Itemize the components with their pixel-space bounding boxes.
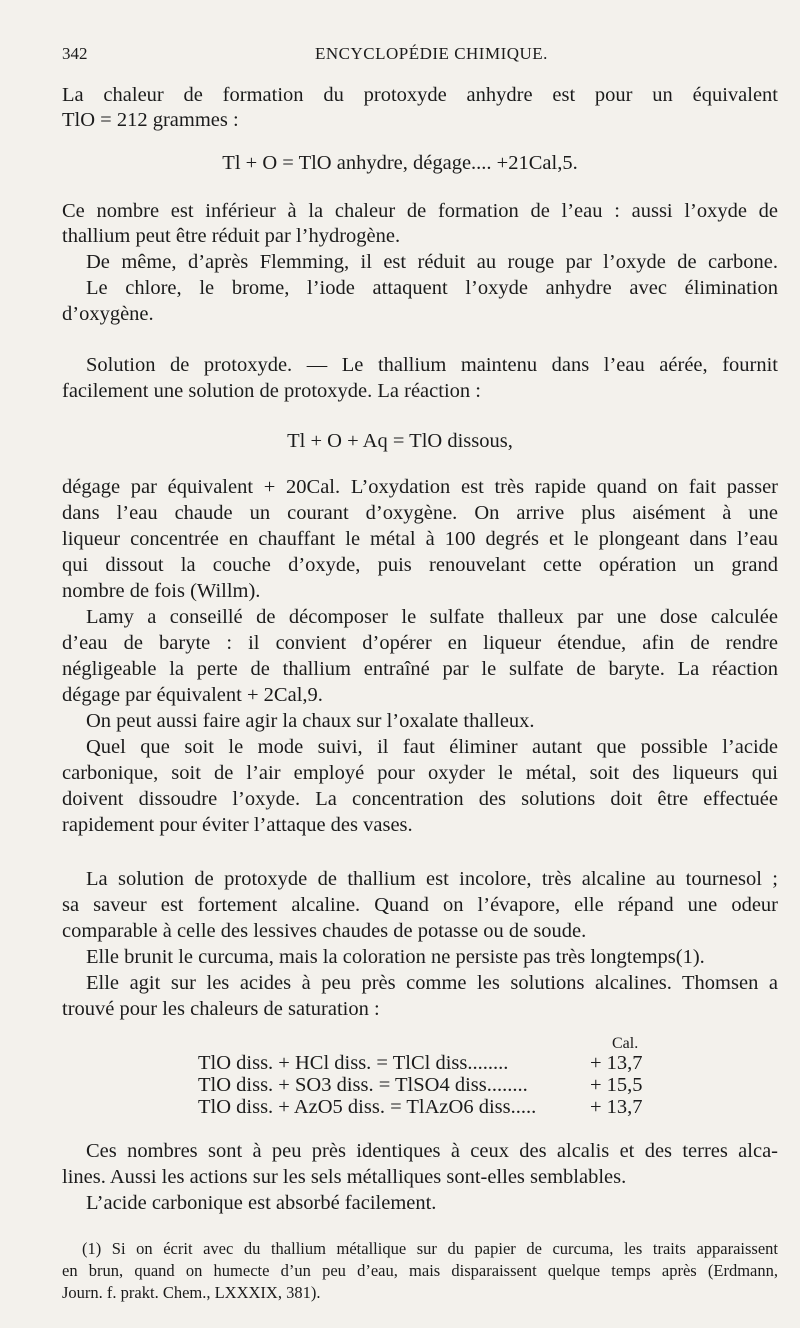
text-line: dégage par équivalent + 20Cal. L’oxydation est très rapide quand on fait passer bbox=[62, 476, 778, 498]
page-header bbox=[62, 44, 768, 70]
table-unit: Cal. bbox=[612, 1035, 639, 1052]
text-line: Elle agit sur les acides à peu près comme les solutions alcalines. Thomsen a bbox=[86, 972, 778, 994]
text-line: La chaleur de formation du protoxyde anhydre est pour un équivalent bbox=[62, 84, 778, 106]
running-title: ENCYCLOPÉDIE CHIMIQUE. bbox=[315, 44, 548, 63]
text-line: d’oxygène. bbox=[62, 303, 154, 325]
text-line: d’eau de baryte : il convient d’opérer en liqueur étendue, afin de rendre bbox=[62, 632, 778, 654]
footnote-line: Journ. f. prakt. Chem., LXXXIX, 381). bbox=[62, 1283, 321, 1302]
equation: Tl + O = TlO anhydre, dégage.... +21Cal,5. bbox=[222, 152, 578, 174]
table-reaction: TlO diss. + HCl diss. = TlCl diss........ bbox=[198, 1052, 509, 1074]
text-line: Ces nombres sont à peu près identiques à ceux des alcalis et des terres alca- bbox=[86, 1140, 778, 1162]
text-line: sa saveur est fortement alcaline. Quand on l’évapore, elle répand une odeur bbox=[62, 894, 778, 916]
table-reaction: TlO diss. + SO3 diss. = TlSO4 diss........ bbox=[198, 1074, 528, 1096]
text-line: qui dissout la couche d’oxyde, puis renouvelant cette opération un grand bbox=[62, 554, 778, 576]
text-line: Quel que soit le mode suivi, il faut éliminer autant que possible l’acide bbox=[86, 736, 778, 758]
text-line: doivent dissoudre l’oxyde. La concentration des solutions doit être effectuée bbox=[62, 788, 778, 810]
text-line: On peut aussi faire agir la chaux sur l’oxalate thalleux. bbox=[86, 710, 535, 732]
text-line: trouvé pour les chaleurs de saturation : bbox=[62, 998, 380, 1020]
page-number: 342 bbox=[62, 44, 88, 63]
table-value: + 15,5 bbox=[590, 1074, 643, 1096]
section-heading-line: Solution de protoxyde. — Le thallium maintenu dans l’eau aérée, fournit bbox=[86, 354, 778, 376]
text-line: Lamy a conseillé de décomposer le sulfate thalleux par une dose calculée bbox=[86, 606, 778, 628]
text-line: rapidement pour éviter l’attaque des vases. bbox=[62, 814, 413, 836]
text-line: L’acide carbonique est absorbé facilement. bbox=[86, 1192, 437, 1214]
text-line: TlO = 212 grammes : bbox=[62, 109, 239, 131]
table-reaction: TlO diss. + AzO5 diss. = TlAzO6 diss..... bbox=[198, 1096, 537, 1118]
text-line: liqueur concentrée en chauffant le métal à 100 degrés et le plongeant dans l’eau bbox=[62, 528, 778, 550]
text-line: Elle brunit le curcuma, mais la coloration ne persiste pas très longtemps(1). bbox=[86, 946, 705, 968]
text-line: nombre de fois (Willm). bbox=[62, 580, 261, 602]
text-line: Le chlore, le brome, l’iode attaquent l’oxyde anhydre avec élimination bbox=[86, 277, 778, 299]
footnote-line: (1) Si on écrit avec du thallium métallique sur du papier de curcuma, les traits apparaissent bbox=[82, 1239, 778, 1258]
text-line: Ce nombre est inférieur à la chaleur de formation de l’eau : aussi l’oxyde de bbox=[62, 200, 778, 222]
text-line: carbonique, soit de l’air employé pour oxyder le métal, soit des liqueurs qui bbox=[62, 762, 778, 784]
table-value: + 13,7 bbox=[590, 1096, 643, 1118]
table-value: + 13,7 bbox=[590, 1052, 643, 1074]
text-line: dans l’eau chaude un courant d’oxygène. On arrive plus aisément à une bbox=[62, 502, 778, 524]
text-line: La solution de protoxyde de thallium est incolore, très alcaline au tournesol ; bbox=[86, 868, 778, 890]
equation: Tl + O + Aq = TlO dissous, bbox=[287, 430, 513, 452]
text-line: négligeable la perte de thallium entraîné par le sulfate de baryte. La réaction bbox=[62, 658, 778, 680]
footnote-line: en brun, quand on humecte d’un peu d’eau, mais disparaissent quelque temps après (Erdmann, bbox=[62, 1261, 778, 1280]
text-line: dégage par équivalent + 2Cal,9. bbox=[62, 684, 323, 706]
text-line: lines. Aussi les actions sur les sels métalliques sont-elles semblables. bbox=[62, 1166, 627, 1188]
text-line: facilement une solution de protoxyde. La réaction : bbox=[62, 380, 481, 402]
text-line: comparable à celle des lessives chaudes de potasse ou de soude. bbox=[62, 920, 587, 942]
text-line: De même, d’après Flemming, il est réduit au rouge par l’oxyde de carbone. bbox=[86, 251, 778, 273]
text-line: thallium peut être réduit par l’hydrogène. bbox=[62, 225, 401, 247]
